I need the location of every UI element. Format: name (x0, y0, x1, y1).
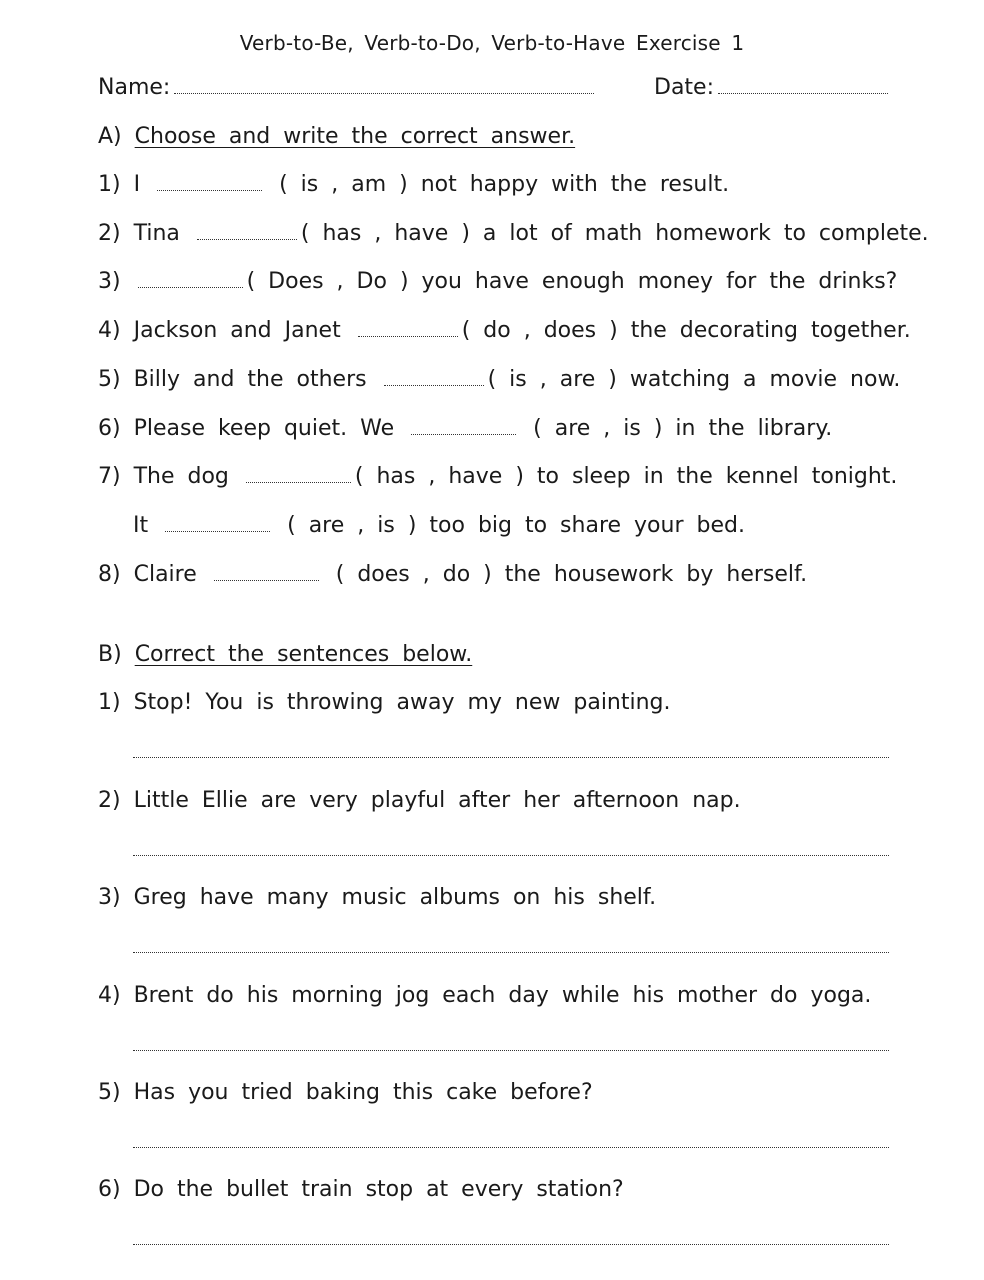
item-options: ( are , is ) too big to share your bed. (287, 513, 745, 538)
answer-blank[interactable] (197, 219, 297, 240)
answer-line[interactable] (133, 855, 889, 856)
answer-blank[interactable] (358, 316, 458, 337)
item-number: 5) (98, 1080, 121, 1105)
answer-line[interactable] (133, 1147, 889, 1148)
answer-blank[interactable] (138, 267, 243, 288)
item-sentence: Greg have many music albums on his shelf. (133, 885, 657, 910)
answer-blank[interactable] (384, 365, 484, 386)
section-a-instruction: Choose and write the correct answer. (134, 124, 576, 149)
item-stem: The dog (133, 464, 229, 489)
question-a-3 (98, 267, 898, 297)
worksheet-title: Verb-to-Be, Verb-to-Do, Verb-to-Have Exercise 1 (239, 31, 745, 55)
item-options: ( is , are ) watching a movie now. (487, 367, 901, 392)
item-stem: Billy and the others (133, 367, 367, 392)
item-sentence: Stop! You is throwing away my new painting. (133, 690, 671, 715)
question-a-2 (98, 219, 929, 249)
question-a-7-continued (133, 511, 892, 541)
question-a-8 (98, 560, 892, 590)
name-label: Name: (98, 75, 171, 100)
section-b-prefix: B) (98, 642, 122, 667)
item-number: 2) (98, 788, 121, 813)
answer-blank[interactable] (165, 511, 270, 532)
answer-line[interactable] (133, 952, 889, 953)
question-a-1 (98, 170, 892, 200)
item-sentence: Has you tried baking this cake before? (133, 1080, 593, 1105)
question-b-5 (98, 1078, 892, 1108)
question-a-6 (98, 414, 892, 444)
answer-blank[interactable] (411, 414, 516, 435)
name-blank[interactable] (174, 73, 594, 94)
item-sentence: Brent do his morning jog each day while his mother do yoga. (133, 983, 872, 1008)
item-options: ( does , do ) the housework by herself. (335, 562, 808, 587)
item-number: 1) (98, 690, 121, 715)
item-stem: Tina (133, 221, 180, 246)
answer-blank[interactable] (214, 560, 319, 581)
section-b-heading (98, 640, 892, 670)
item-number: 5) (98, 367, 121, 392)
item-number: 3) (98, 269, 121, 294)
item-sentence: Little Ellie are very playful after her afternoon nap. (133, 788, 741, 813)
section-a-prefix: A) (98, 124, 122, 149)
item-stem: Jackson and Janet (133, 318, 341, 343)
answer-line[interactable] (133, 1244, 889, 1245)
item-number: 4) (98, 983, 121, 1008)
item-sentence: Do the bullet train stop at every station? (133, 1177, 624, 1202)
item-options: ( has , have ) to sleep in the kennel tonight. (354, 464, 898, 489)
date-field (654, 73, 892, 103)
item-options: ( are , is ) in the library. (533, 416, 833, 441)
item-options: ( Does , Do ) you have enough money for the drinks? (246, 269, 898, 294)
question-a-5 (98, 365, 901, 395)
name-field (98, 73, 598, 103)
question-b-3 (98, 883, 892, 913)
item-options: ( is , am ) not happy with the result. (279, 172, 730, 197)
item-options: ( has , have ) a lot of math homework to complete. (300, 221, 929, 246)
item-stem: It (133, 513, 149, 538)
item-number: 6) (98, 416, 121, 441)
answer-line[interactable] (133, 757, 889, 758)
answer-blank[interactable] (157, 170, 262, 191)
item-stem: Claire (133, 562, 197, 587)
item-number: 8) (98, 562, 121, 587)
date-blank[interactable] (718, 73, 888, 94)
answer-line[interactable] (133, 1050, 889, 1051)
section-b-instruction: Correct the sentences below. (134, 642, 473, 667)
item-stem: I (133, 172, 141, 197)
question-a-7 (98, 462, 898, 492)
item-number: 6) (98, 1177, 121, 1202)
question-b-6 (98, 1175, 892, 1205)
item-number: 2) (98, 221, 121, 246)
item-number: 3) (98, 885, 121, 910)
question-a-4 (98, 316, 911, 346)
answer-blank[interactable] (246, 462, 351, 483)
item-number: 7) (98, 464, 121, 489)
question-b-1 (98, 688, 892, 718)
section-a-heading (98, 122, 892, 152)
item-number: 1) (98, 172, 121, 197)
date-label: Date: (654, 75, 714, 100)
item-options: ( do , does ) the decorating together. (461, 318, 911, 343)
question-b-2 (98, 786, 892, 816)
item-number: 4) (98, 318, 121, 343)
header-row (98, 73, 892, 103)
question-b-4 (98, 981, 892, 1011)
item-stem: Please keep quiet. We (133, 416, 395, 441)
